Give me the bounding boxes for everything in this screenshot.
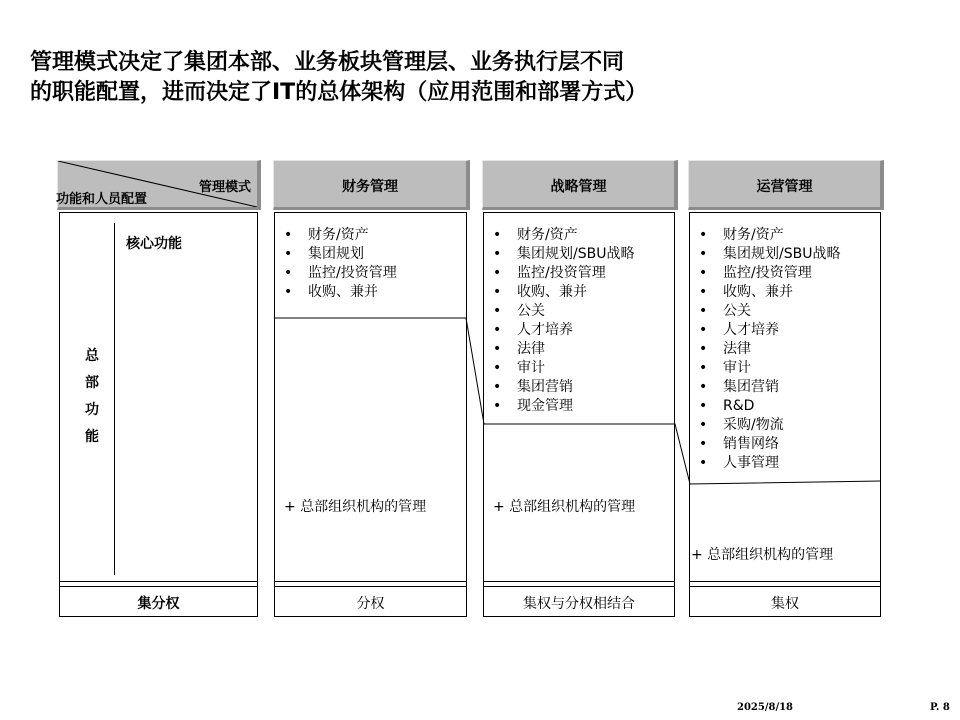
title-line-1: 管理模式决定了集团本部、业务板块管理层、业务执行层不同 [30, 50, 625, 75]
title-line-2: 的职能配置，进而决定了IT的总体架构（应用范围和部署方式） [30, 80, 648, 105]
operations-column [689, 212, 881, 617]
list-item: • 监控/投资管理 [699, 264, 840, 283]
operations-footer-label: 集权 [771, 596, 799, 612]
list-item: • 法律 [493, 340, 634, 359]
left-column [59, 212, 258, 617]
list-item: • 集团规划/SBU战略 [699, 245, 840, 264]
list-item: • 集团规划 [284, 245, 397, 264]
core-function-label: 核心功能 [126, 236, 182, 252]
strategy-footer [484, 586, 674, 616]
header-strategy-label: 战略管理 [550, 179, 607, 195]
header-strategy [482, 160, 678, 210]
list-item: • 集团规划/SBU战略 [493, 245, 634, 264]
corner-header [57, 160, 261, 210]
list-item: • 销售网络 [699, 435, 840, 454]
list-item: • 收购、兼并 [699, 283, 840, 302]
finance-plus-note: + 总部组织机构的管理 [284, 499, 427, 515]
header-operations [688, 160, 884, 210]
header-finance-label: 财务管理 [342, 179, 398, 195]
left-divider [114, 223, 115, 575]
list-item: • 监控/投资管理 [284, 264, 397, 283]
list-item: • 财务/资产 [493, 226, 634, 245]
strategy-plus-note: + 总部组织机构的管理 [493, 499, 636, 515]
list-item: • 公关 [493, 302, 634, 321]
operations-footer [690, 586, 880, 616]
finance-column [274, 212, 467, 617]
list-item: • 公关 [699, 302, 840, 321]
page-title [30, 48, 930, 108]
corner-function-label: 功能和人员配置 [56, 192, 148, 207]
list-item: • 人才培养 [493, 321, 634, 340]
left-footer-label: 集分权 [137, 596, 180, 612]
list-item: • R&D [699, 397, 840, 416]
strategy-function-list [493, 226, 634, 416]
operations-function-list [699, 226, 840, 473]
footer-date: 2025/8/18 [737, 702, 794, 713]
list-item: • 财务/资产 [699, 226, 840, 245]
list-item: • 现金管理 [493, 397, 634, 416]
list-item: • 财务/资产 [284, 226, 397, 245]
list-item: • 采购/物流 [699, 416, 840, 435]
list-item: • 监控/投资管理 [493, 264, 634, 283]
left-footer [60, 586, 257, 616]
strategy-footer-label: 集权与分权相结合 [523, 596, 635, 612]
finance-footer [275, 586, 466, 616]
finance-function-list [284, 226, 397, 302]
list-item: • 人才培养 [699, 321, 840, 340]
list-item: • 收购、兼并 [493, 283, 634, 302]
list-item: • 收购、兼并 [284, 283, 397, 302]
header-finance [273, 160, 470, 210]
list-item: • 集团营销 [493, 378, 634, 397]
operations-plus-note: + 总部组织机构的管理 [691, 547, 834, 563]
hq-function-vertical-label: 总 部 功 能 [85, 348, 99, 445]
list-item: • 审计 [493, 359, 634, 378]
list-item: • 法律 [699, 340, 840, 359]
header-operations-label: 运营管理 [756, 179, 813, 195]
corner-mode-label: 管理模式 [198, 180, 251, 195]
strategy-column [483, 212, 675, 617]
list-item: • 人事管理 [699, 454, 840, 473]
footer-page-number: P. 8 [930, 702, 950, 713]
list-item: • 审计 [699, 359, 840, 378]
finance-footer-label: 分权 [356, 596, 385, 612]
list-item: • 集团营销 [699, 378, 840, 397]
